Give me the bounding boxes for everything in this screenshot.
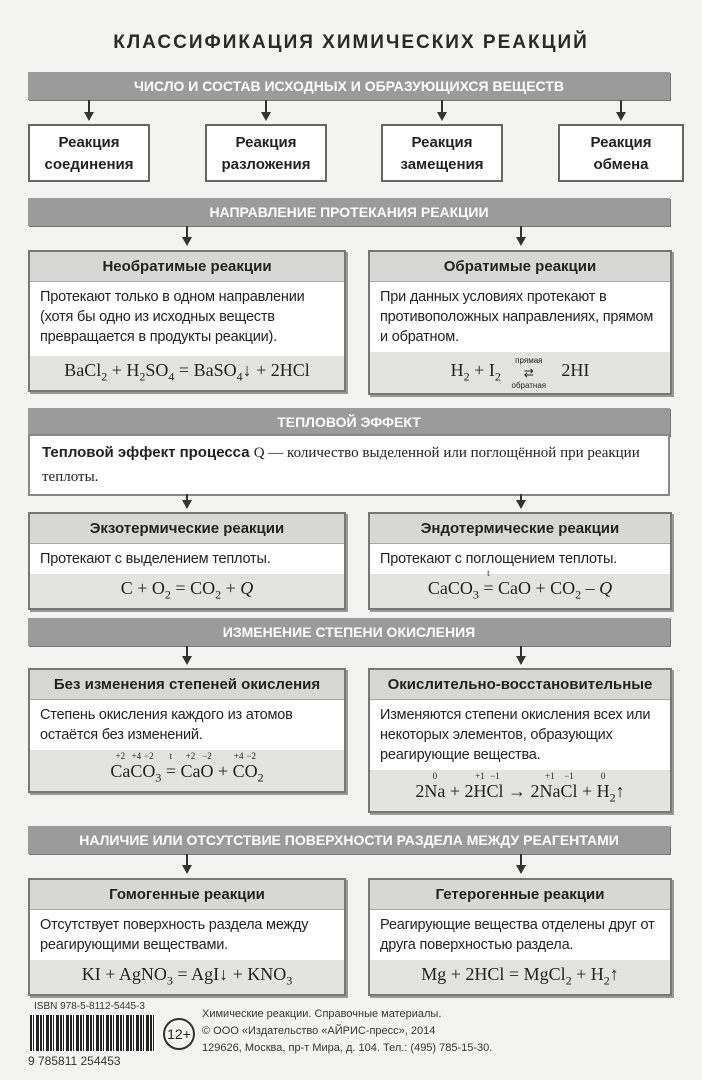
panel-text: Степень окисления каждого из атомов остаётся без изменений.: [40, 707, 293, 743]
formula-text: [121, 578, 165, 599]
formula-symbol: → 2: [503, 781, 540, 801]
oxidation-state: 0: [432, 771, 438, 781]
subscript: 2: [101, 370, 108, 384]
formula-symbol: C: [232, 761, 245, 781]
formula-symbol: ↑: [609, 964, 619, 984]
formula: [30, 574, 344, 608]
oxidation-state: 0: [600, 771, 606, 781]
oxidation-state: +2: [115, 751, 126, 761]
formula-symbol: 2HI: [556, 360, 590, 380]
arrow-down-icon: [516, 656, 526, 665]
formula-symbol: O: [142, 761, 156, 781]
footer-line-3: 129626, Москва, пр-т Мира, д. 104. Тел.: (495) 785-15-30.: [202, 1042, 493, 1054]
formula-symbol: 2: [415, 781, 425, 801]
age-rating: 12+: [163, 1018, 195, 1050]
panel-title: Гетерогенные реакции: [370, 880, 670, 910]
formula-symbol: CaCO: [427, 578, 473, 598]
formula-text: [498, 578, 575, 599]
panel-reversible: [368, 250, 672, 395]
formula-symbol: + H: [571, 964, 604, 984]
panel-endothermic: [368, 512, 672, 610]
oxidation-state: +4: [233, 751, 244, 761]
subscript: 3: [472, 587, 479, 602]
oxidation-state: +2: [185, 751, 196, 761]
subscript: 2: [494, 369, 501, 384]
arrow-down-icon: [182, 865, 192, 874]
formula-symbol: H: [473, 781, 487, 801]
formula-text: [616, 781, 625, 802]
formula-text: [107, 360, 139, 381]
formula-text: [415, 781, 424, 802]
formula-symbol: Q: [599, 578, 613, 598]
subscript: 2: [463, 369, 470, 384]
formula-text: [421, 964, 565, 985]
section-header-direction: НАПРАВЛЕНИЕ ПРОТЕКАНИЯ РЕАКЦИИ: [28, 198, 670, 226]
formula-text: [214, 761, 233, 782]
definition-text: Q — количество выделенной или поглощённой при реакции теплоты.: [42, 445, 640, 485]
type-box-decomposition: [205, 124, 327, 182]
formula-symbol: Na: [424, 781, 446, 801]
atom-with-oxidation-state: [478, 568, 498, 599]
formula-symbol: H: [450, 360, 464, 380]
type-box-line: замещения: [400, 156, 484, 173]
panel-text: Протекают с поглощением теплоты.: [380, 551, 618, 567]
formula: [370, 352, 670, 393]
formula-symbol: SO: [145, 360, 169, 381]
formula-symbol: +: [221, 578, 241, 598]
equilibrium-arrow-icon: ⇄: [523, 365, 534, 380]
arrow-down-icon: [616, 112, 626, 121]
formula-symbol: = BaSO: [174, 360, 237, 381]
panel-redox: [368, 668, 672, 813]
formula-symbol: + H: [107, 360, 140, 381]
subscript: 2: [215, 587, 222, 602]
formula-symbol: Ca: [180, 761, 201, 781]
formula-text: [240, 578, 253, 599]
formula: [370, 770, 670, 811]
subscript: 3: [155, 770, 162, 785]
formula-text: [64, 360, 101, 381]
formula-symbol: Q: [240, 578, 254, 598]
footer-line-2: © ООО «Издательство «АЙРИС-пресс», 2014: [202, 1025, 436, 1037]
oxidation-state: t: [487, 568, 490, 578]
formula: [370, 568, 670, 608]
arrow-down-icon: [516, 500, 526, 509]
type-box-line: разложения: [221, 156, 311, 173]
arrow-label-forward: прямая: [515, 355, 543, 365]
oxidation-state: −2: [246, 751, 256, 761]
oxidation-state: t: [169, 751, 173, 761]
formula-symbol: =: [478, 578, 498, 598]
formula-text: [599, 578, 612, 599]
subscript: 2: [609, 790, 616, 805]
atom-with-oxidation-state: [486, 771, 504, 802]
subscript: 4: [236, 370, 243, 384]
type-box-line: Реакция: [590, 134, 652, 151]
atom-with-oxidation-state: [200, 751, 214, 782]
type-box-line: Реакция: [235, 134, 297, 151]
oxidation-state: +4: [131, 751, 142, 761]
panel-text: Протекают с выделением теплоты.: [40, 551, 271, 567]
formula-symbol: ↑: [615, 781, 625, 801]
formula-text: [572, 964, 604, 985]
formula-symbol: KI + AgNO: [81, 964, 167, 984]
panel-homogeneous: [28, 878, 346, 996]
reversible-arrow: [501, 355, 557, 390]
type-box-exchange: [558, 124, 684, 182]
oxidation-state: −2: [144, 751, 154, 761]
subscript: 2: [257, 770, 264, 785]
formula-symbol: + I: [469, 360, 495, 380]
panel-title: Необратимые реакции: [30, 252, 344, 282]
panel-title: Эндотермические реакции: [370, 514, 670, 544]
panel-title: Экзотермические реакции: [30, 514, 344, 544]
oxidation-state: +1: [475, 771, 485, 781]
panel-text: При данных условиях протекают в противоположных направлениях, прямом и обратном.: [380, 289, 654, 345]
subscript: 2: [575, 587, 582, 602]
atom-with-oxidation-state: [130, 751, 143, 782]
formula-symbol: Cl: [560, 781, 578, 801]
type-box-substitution: [381, 124, 503, 182]
atom-with-oxidation-state: [142, 751, 156, 782]
subscript: 2: [139, 370, 146, 384]
isbn: ISBN 978-5-8112-5445-3: [34, 1001, 145, 1012]
arrow-down-icon: [516, 237, 526, 246]
formula-text: [445, 781, 473, 802]
type-box-line: обмена: [593, 156, 649, 173]
oxidation-state: +1: [545, 771, 555, 781]
type-box-combination: [28, 124, 150, 182]
panel-text: Изменяются степени окисления всех или некоторых элементов, образующих реагирующие вещества.: [380, 707, 651, 763]
formula-symbol: + 2: [445, 781, 474, 801]
type-box-line: соединения: [44, 156, 134, 173]
panel-title: Обратимые реакции: [370, 252, 670, 282]
formula-symbol: ↓ + 2HCl: [242, 360, 310, 381]
panel-text: Реагирующие вещества отделены друг от друга поверхностью раздела.: [380, 917, 655, 953]
panel-title: Гомогенные реакции: [30, 880, 344, 910]
section-header-heat: ТЕПЛОВОЙ ЭФФЕКТ: [28, 408, 670, 436]
formula-symbol: C: [130, 761, 143, 781]
arrow-down-icon: [182, 237, 192, 246]
formula-text: [451, 360, 464, 381]
formula-text: [470, 360, 495, 381]
formula-text: [610, 964, 619, 985]
arrow-down-icon: [261, 112, 271, 121]
formula-symbol: Mg + 2HCl = MgCl: [421, 964, 566, 984]
formula-symbol: Na: [539, 781, 561, 801]
atom-with-oxidation-state: [180, 751, 201, 782]
section-header-phase: НАЛИЧИЕ ИЛИ ОТСУТСТВИЕ ПОВЕРХНОСТИ РАЗДЕЛА МЕЖДУ РЕАГЕНТАМИ: [28, 826, 670, 854]
formula-text: [578, 781, 597, 802]
formula: [370, 960, 670, 994]
barcode-digits: 9 785811 254453: [28, 1054, 121, 1068]
formula: [30, 750, 344, 791]
atom-with-oxidation-state: [424, 771, 446, 802]
formula-text: [557, 360, 590, 381]
type-box-line: Реакция: [411, 134, 473, 151]
formula-text: [82, 964, 167, 985]
atom-with-oxidation-state: [232, 751, 245, 782]
panel-no-oxidation-change: [28, 668, 346, 793]
page-title: КЛАССИФИКАЦИЯ ХИМИЧЕСКИХ РЕАКЦИЙ: [113, 32, 589, 53]
panel-text: Отсутствует поверхность раздела между реагирующими веществами.: [40, 917, 309, 953]
formula-symbol: +: [577, 781, 597, 801]
formula-symbol: BaCl: [64, 360, 102, 381]
arrow-down-icon: [84, 112, 94, 121]
oxidation-state: −1: [564, 771, 574, 781]
formula-text: [243, 360, 310, 381]
panel-title: Без изменения степеней окисления: [30, 670, 344, 700]
heat-definition: [28, 434, 670, 496]
formula-text: [171, 578, 215, 599]
panel-heterogeneous: [368, 878, 672, 996]
formula: [30, 356, 344, 390]
atom-with-oxidation-state: [596, 771, 610, 802]
formula-symbol: C + O: [120, 578, 165, 598]
arrow-down-icon: [182, 656, 192, 665]
formula-symbol: Cl: [486, 781, 504, 801]
formula-symbol: Ca: [110, 761, 131, 781]
barcode: [30, 1015, 156, 1051]
subscript: 2: [565, 973, 572, 988]
panel-exothermic: [28, 512, 346, 610]
subscript: 3: [166, 973, 173, 988]
definition-term: Тепловой эффект процесса: [42, 444, 250, 461]
section-header-composition: ЧИСЛО И СОСТАВ ИСХОДНЫХ И ОБРАЗУЮЩИХСЯ ВЕЩЕСТВ: [28, 72, 670, 100]
subscript: 2: [603, 973, 610, 988]
arrow-down-icon: [437, 112, 447, 121]
formula-symbol: O: [200, 761, 214, 781]
formula-text: [428, 578, 473, 599]
arrow-label-reverse: обратная: [511, 380, 547, 390]
formula-text: [504, 781, 540, 802]
oxidation-state: −2: [202, 751, 212, 761]
atom-with-oxidation-state: [473, 771, 487, 802]
formula-symbol: –: [581, 578, 600, 598]
formula-symbol: CaO + CO: [498, 578, 576, 598]
formula-text: [173, 964, 286, 985]
formula-text: [174, 360, 236, 381]
atom-with-oxidation-state: [539, 771, 561, 802]
atom-with-oxidation-state: [560, 771, 578, 802]
panel-title: Окислительно-восстановительные: [370, 670, 670, 700]
panel-irreversible: [28, 250, 346, 392]
arrow-down-icon: [516, 865, 526, 874]
subscript: 4: [168, 370, 175, 384]
formula-symbol: O: [244, 761, 258, 781]
subscript: 2: [164, 587, 171, 602]
formula-symbol: = AgI↓ + KNO: [172, 964, 287, 984]
formula-symbol: +: [213, 761, 233, 781]
formula-symbol: H: [596, 781, 610, 801]
footer-line-1: Химические реакции. Справочные материалы.: [202, 1008, 442, 1020]
formula-text: [145, 360, 168, 381]
formula-text: [221, 578, 240, 599]
atom-with-oxidation-state: [110, 751, 131, 782]
type-box-line: Реакция: [58, 134, 120, 151]
atom-with-oxidation-state: [244, 751, 258, 782]
formula-symbol: =: [161, 761, 181, 781]
formula-symbol: = CO: [170, 578, 216, 598]
formula-text: [581, 578, 599, 599]
oxidation-state: −1: [490, 771, 500, 781]
atom-with-oxidation-state: [161, 751, 181, 782]
section-header-oxidation: ИЗМЕНЕНИЕ СТЕПЕНИ ОКИСЛЕНИЯ: [28, 618, 670, 646]
formula: [30, 960, 344, 994]
arrow-down-icon: [182, 500, 192, 509]
panel-text: Протекают только в одном направлении (хотя бы одно из исходных веществ превращается в продукты реакции).: [40, 289, 305, 345]
subscript: 3: [286, 973, 293, 988]
